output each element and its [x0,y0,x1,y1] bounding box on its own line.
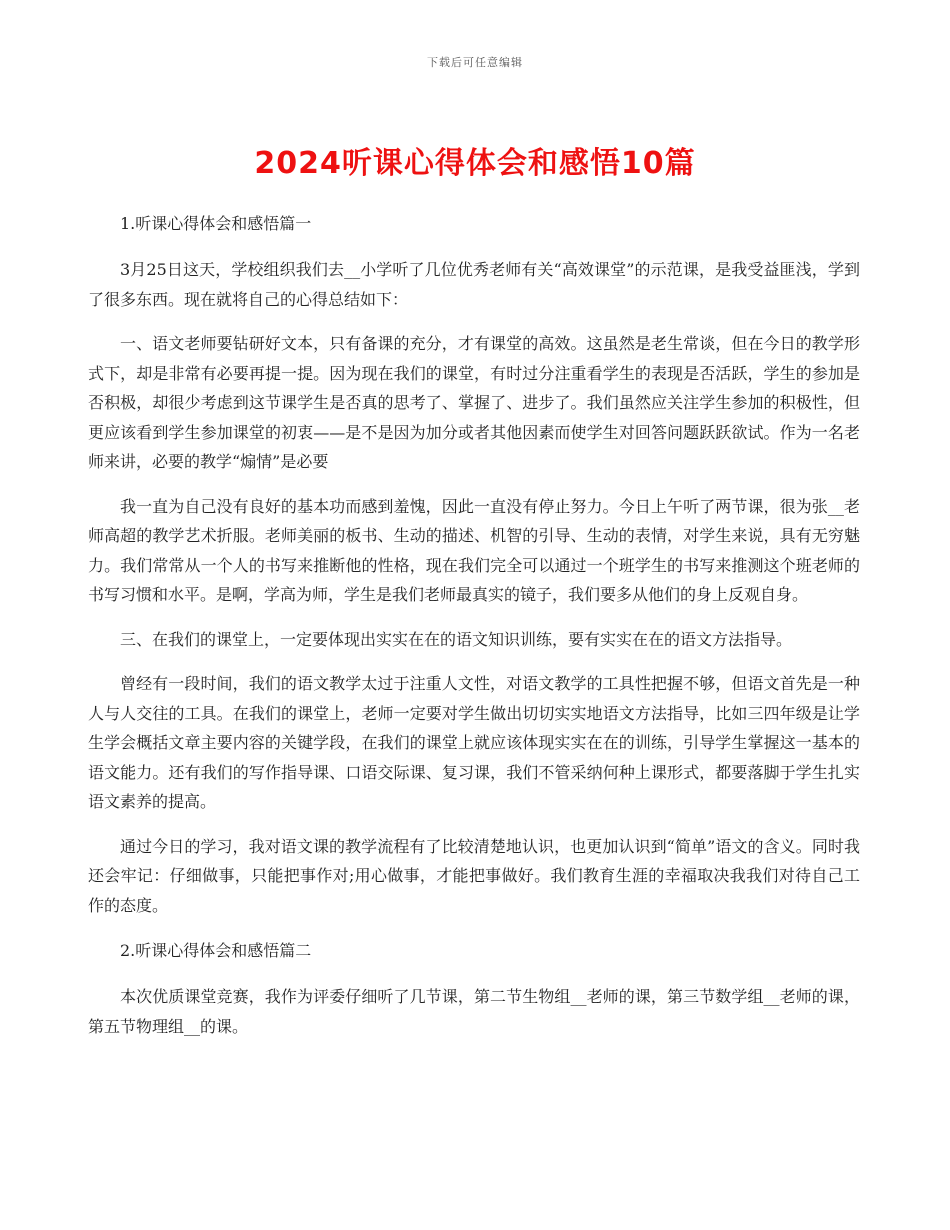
paragraph: 我一直为自己没有良好的基本功而感到羞愧，因此一直没有停止努力。今日上午听了两节课，很为张__老师高超的教学艺术折服。老师美丽的板书、生动的描述、机智的引导、生动的表情，对学生来说，具有无穷魅力。我们常常从一个人的书写来推断他的性格，现在我们完全可以通过一个班学生的书写来推测这个班老师的书写习惯和水平。是啊，学高为师，学生是我们老师最真实的镜子，我们要多从他们的身上反观自身。 [88,496,860,604]
section-heading-2: 2.听课心得体会和感悟篇二 [120,941,312,960]
document-body [88,208,860,1056]
paragraph: 3月25日这天，学校组织我们去__小学听了几位优秀老师有关“高效课堂”的示范课，是我受益匪浅，学到了很多东西。现在就将自己的心得总结如下： [88,260,860,309]
paragraph: 一、语文老师要钻研好文本，只有备课的充分，才有课堂的高效。这虽然是老生常谈，但在今日的教学形式下，却是非常有必要再提一提。因为现在我们的课堂，有时过分注重看学生的表现是否活跃，学生的参加是否积极，却很少考虑到这节课学生是否真的思考了、掌握了、进步了。我们虽然应关注学生参加的积极性，但更应该看到学生参加课堂的初衷——是不是因为加分或者其他因素而使学生对回答问题跃跃欲试。作为一名老师来讲，必要的教学“煽情”是必要 [88,334,860,471]
page-header-note: 下载后可任意编辑 [427,56,523,69]
paragraph: 通过今日的学习，我对语文课的教学流程有了比较清楚地认识，也更加认识到“简单”语文的含义。同时我还会牢记：仔细做事，只能把事作对;用心做事，才能把事做好。我们教育生涯的幸福取决我我们对待自己工作的态度。 [88,836,860,915]
section-heading-1: 1.听课心得体会和感悟篇一 [120,214,312,233]
paragraph: 曾经有一段时间，我们的语文教学太过于注重人文性，对语文教学的工具性把握不够，但语文首先是一种人与人交往的工具。在我们的课堂上，老师一定要对学生做出切切实实地语文方法指导，比如三四年级是让学生学会概括文章主要内容的关键学段，在我们的课堂上就应该体现实实在在的训练，引导学生掌握这一基本的语文能力。还有我们的写作指导课、口语交际课、复习课，我们不管采纳何种上课形式，都要落脚于学生扎实语文素养的提高。 [88,674,860,811]
document-title: 2024听课心得体会和感悟10篇 [254,146,696,181]
paragraph: 三、在我们的课堂上，一定要体现出实实在在的语文知识训练，要有实实在在的语文方法指导。 [120,629,793,649]
paragraph: 本次优质课堂竞赛，我作为评委仔细听了几节课，第二节生物组__老师的课，第三节数学组__老师的课，第五节物理组__的课。 [88,987,860,1036]
